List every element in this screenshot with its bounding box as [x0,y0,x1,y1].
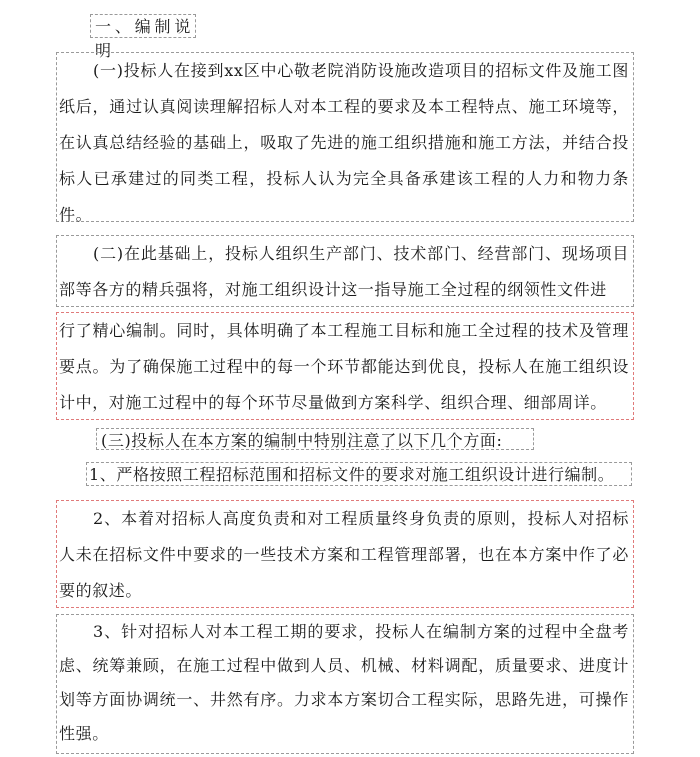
paragraph-4: 1、严格按照工程招标范围和招标文件的要求对施工组织设计进行编制。 [86,462,632,486]
paragraph-6: 3、针对招标人对本工程工期的要求，投标人在编制方案的过程中全盘考虑、统筹兼顾，在施工过程中做到人员、机械、材料调配，质量要求、进度计划等方面协调统一、井然有序。力求本方案切合工程实际，思路先进，可操作性强。 [56,614,634,754]
paragraph-1: (一)投标人在接到xx区中心敬老院消防设施改造项目的招标文件及施工图纸后，通过认真阅读理解招标人对本工程的要求及本工程特点、施工环境等，在认真总结经验的基础上，吸取了先进的施工组织措施和施工方法，并结合投标人已承建过的同类工程，投标人认为完全具备承建该工程的人力和物力条件。 [56,52,634,222]
paragraph-2-part-1: (二)在此基础上，投标人组织生产部门、技术部门、经营部门、现场项目部等各方的精兵强将，对施工组织设计这一指导施工全过程的纲领性文件进 [56,235,634,307]
paragraph-3: (三)投标人在本方案的编制中特别注意了以下几个方面: [96,428,534,450]
paragraph-5: 2、本着对招标人高度负责和对工程质量终身负责的原则，投标人对招标人未在招标文件中要求的一些技术方案和工程管理部署，也在本方案中作了必要的叙述。 [56,500,634,608]
paragraph-2-part-2: 行了精心编制。同时，具体明确了本工程施工目标和施工全过程的技术及管理要点。为了确保施工过程中的每一个环节都能达到优良，投标人在施工组织设计中，对施工过程中的每个环节尽量做到方案科学、组织合理、细部周详。 [56,312,634,420]
section-title: 一、编制说明 [90,14,196,38]
